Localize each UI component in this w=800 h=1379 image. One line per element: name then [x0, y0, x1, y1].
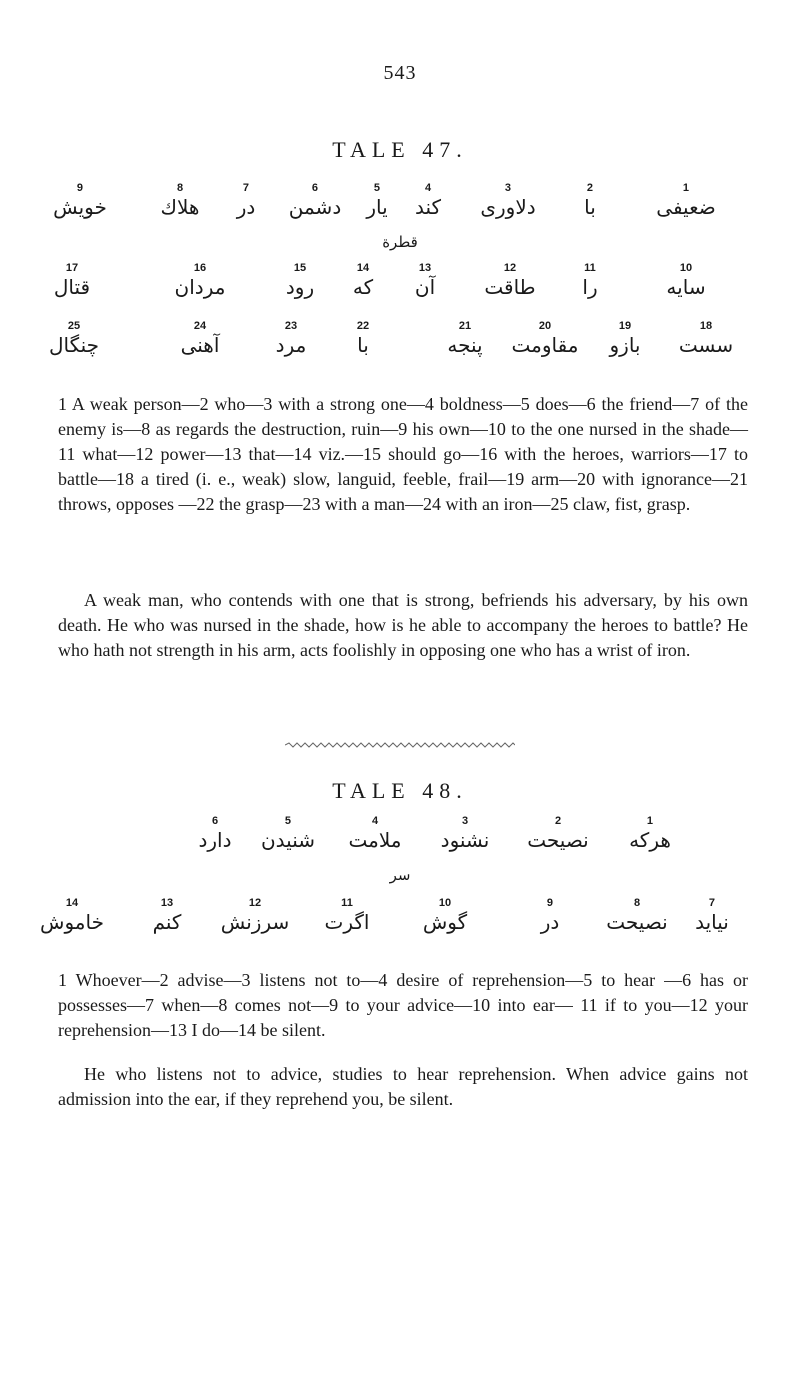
arabic-word: 12 طاقت: [484, 262, 536, 299]
tale-48-glossary: 1 Whoever—2 advise—3 listens not to—4 desire of reprehension—5 to hear —6 has or possesses—7 when—8 comes not—9 to your advice—10 into ear— 11 if to you—12 your reprehension—13 I do—14 be silent.: [58, 970, 748, 1040]
arabic-word: 2 با: [584, 182, 596, 219]
arabic-word: 16 مردان: [174, 262, 226, 299]
arabic-word: 9 در: [540, 897, 560, 934]
arabic-word: 4 ملامت: [348, 815, 402, 852]
arabic-word: 21 پنجه: [447, 320, 483, 357]
tale-48-title: TALE 48.: [332, 778, 468, 803]
arabic-word: 4 کند: [414, 182, 442, 219]
arabic-word: 25 چنگال: [48, 320, 100, 357]
arabic-word: 11 اگرت: [324, 897, 370, 934]
arabic-word: 5 شنیدن: [260, 815, 316, 852]
arabic-subword: قطرة: [382, 233, 418, 251]
arabic-word: 17 قتال: [53, 262, 91, 299]
tale-48-translation: He who listens not to advice, studies to hear reprehension. When advice gains not admission into the ear, if they reprehend you, be silent.: [58, 1064, 748, 1109]
arabic-word: 9 خویش: [53, 182, 107, 219]
arabic-word: 19 بازو: [609, 320, 641, 357]
tale-47-title: TALE 47.: [332, 137, 468, 162]
tale-47-arabic-row-2: [0, 262, 800, 306]
arabic-word: 7 نیاید: [695, 897, 729, 934]
arabic-word: 14 که: [352, 262, 374, 299]
page-number: 543: [383, 62, 417, 84]
arabic-word: 24 آهنی: [180, 320, 220, 357]
arabic-word: 18 سست: [678, 320, 734, 357]
tale-47-translation: A weak man, who contends with one that is strong, befriends his adversary, by his own death. He who was nursed in the shade, how is he able to accompany the heroes to battle? He who hath not strength in his arm, acts foolishly in opposing one who has a wrist of iron.: [58, 590, 748, 660]
arabic-word: 23 مرد: [275, 320, 307, 357]
arabic-word: 6 دشمن: [288, 182, 342, 219]
arabic-word: 1 هرکه: [629, 815, 671, 852]
arabic-word: 13 آن: [414, 262, 436, 299]
arabic-subword: سر: [389, 866, 411, 884]
arabic-word: 10 سایه: [666, 262, 706, 299]
tale-48-arabic-row-1: [0, 815, 800, 859]
arabic-word: 8 هلاك: [160, 182, 200, 219]
arabic-word: 1 ضعیفی: [656, 182, 716, 219]
arabic-word: 7 در: [236, 182, 256, 219]
tale-48-arabic-row-2: [0, 897, 800, 941]
arabic-word: 6 دارد: [198, 815, 232, 852]
tale-47-arabic-row-3: [0, 320, 800, 364]
tale-47-glossary: 1 A weak person—2 who—3 with a strong one—4 boldness—5 does—6 the friend—7 of the enemy is—8 as regards the destruction, ruin—9 his own—10 to the one nursed in the shade—11 what—12 power—13 that—14 viz.—15 should go—16 with the heroes, warriors—17 to battle—18 a tired (i. e., weak) slow, languid, feeble, frail—19 arm—20 with ignorance—21 throws, opposes —22 the grasp—23 with a man—24 with an iron—25 claw, fist, grasp.: [58, 394, 748, 514]
arabic-word: 3 دلاوری: [480, 182, 536, 219]
arabic-word: 3 نشنود: [440, 815, 490, 852]
arabic-word: 15 رود: [285, 262, 315, 299]
tale-47-arabic-row-1: [0, 182, 800, 226]
arabic-word: 20 مقاومت: [511, 320, 579, 357]
ornamental-divider: [285, 742, 515, 748]
arabic-word: 14 خاموش: [40, 897, 104, 934]
arabic-word: 10 گوش: [422, 897, 468, 934]
arabic-word: 13 کنم: [152, 897, 182, 934]
arabic-word: 5 یار: [366, 182, 388, 219]
arabic-word: 11 را: [582, 262, 598, 299]
arabic-word: 8 نصیحت: [606, 897, 668, 934]
arabic-word: 12 سرزنش: [220, 897, 290, 934]
arabic-word: 2 نصیحت: [527, 815, 589, 852]
arabic-word: 22 با: [356, 320, 370, 357]
